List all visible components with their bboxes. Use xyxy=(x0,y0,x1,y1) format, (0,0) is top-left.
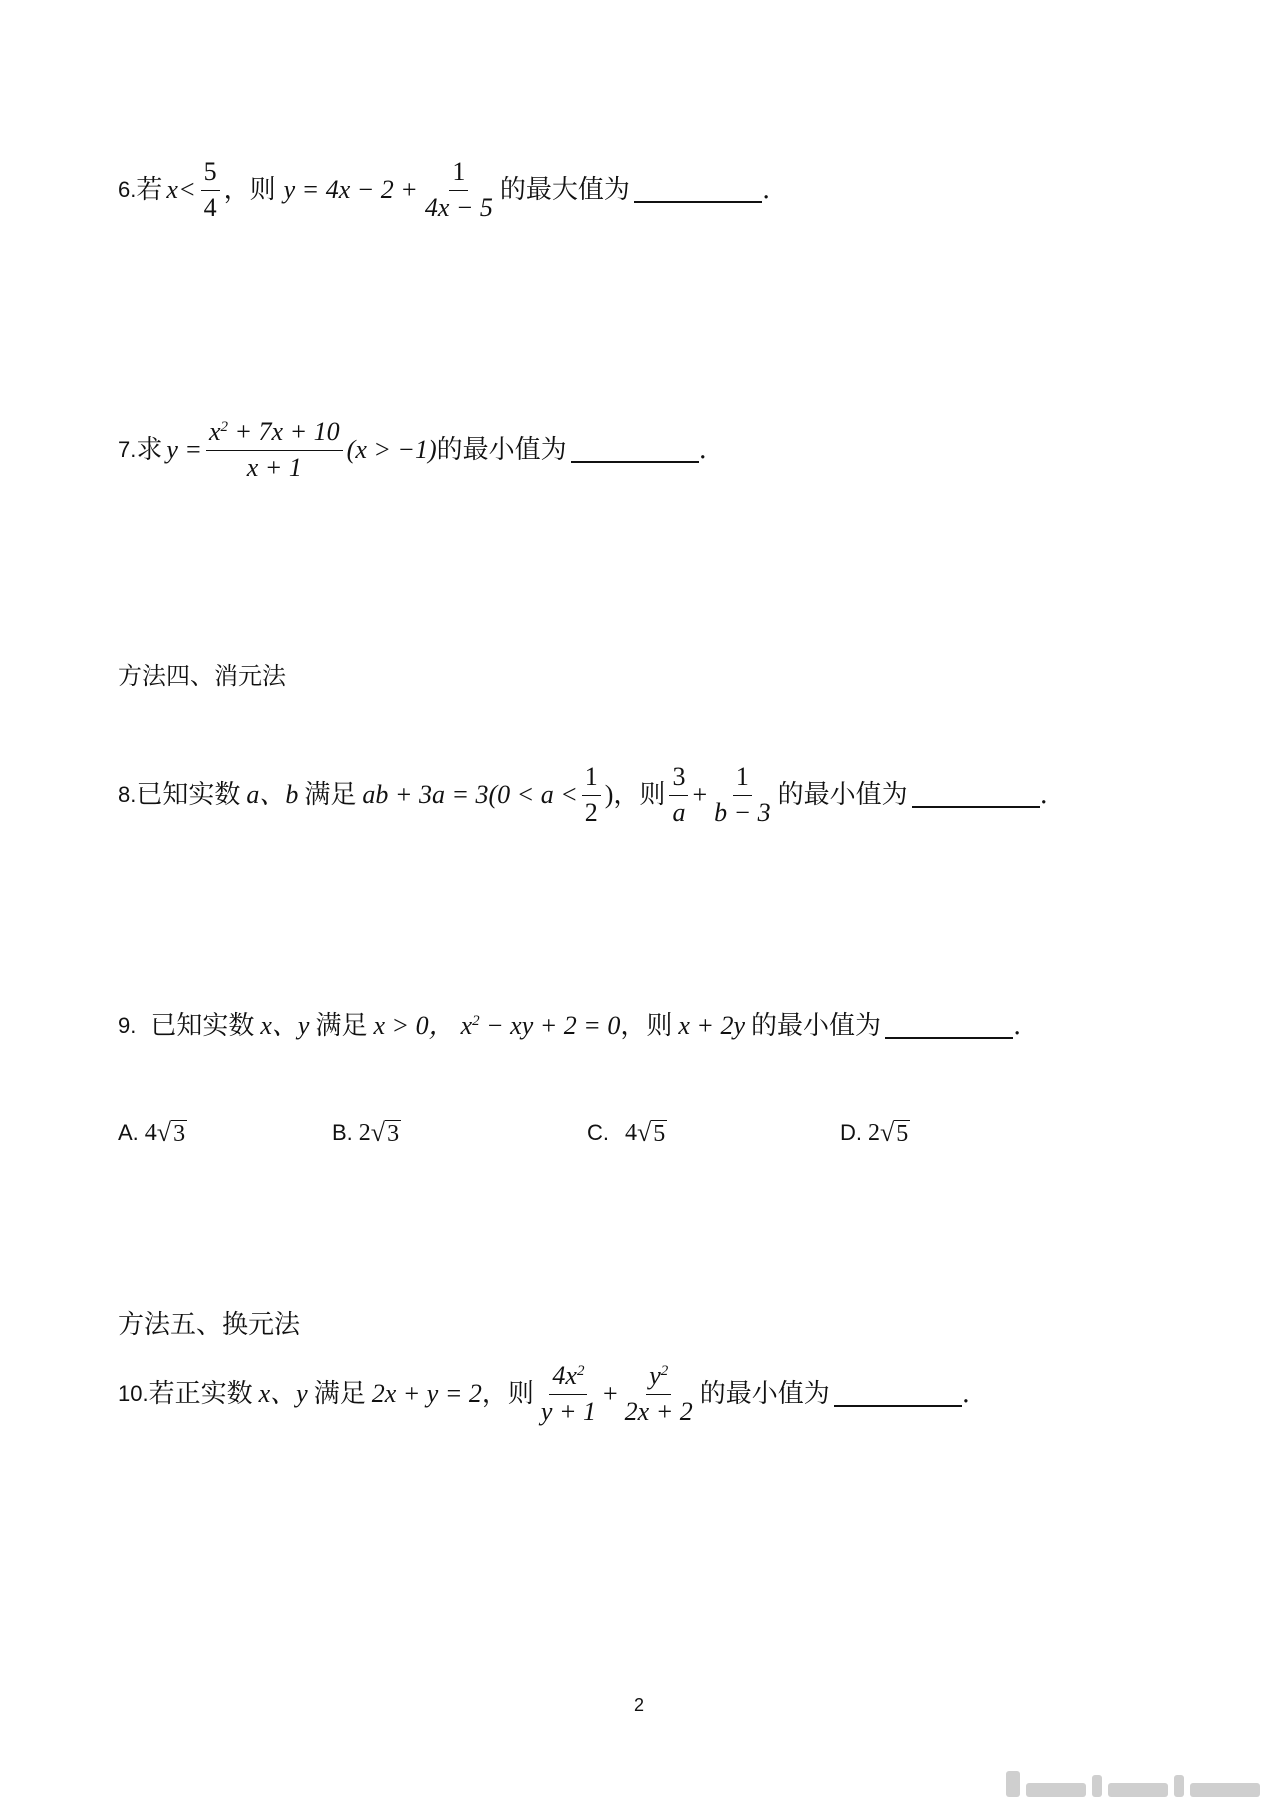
math-term: x xyxy=(460,1011,473,1040)
option-coefficient: 4 xyxy=(625,1119,637,1146)
fraction xyxy=(669,763,688,827)
question-text: 若正实数 xyxy=(148,1379,253,1410)
fraction-numerator: 1 xyxy=(733,763,752,796)
question-text: 若 xyxy=(136,175,163,206)
watermark-bars xyxy=(1006,1771,1260,1797)
answer-blank[interactable] xyxy=(885,1013,1013,1039)
exponent: 2 xyxy=(660,1363,669,1379)
exponent: 2 xyxy=(220,419,229,435)
question-number: 7. xyxy=(118,437,137,463)
option-label: A. xyxy=(118,1120,139,1145)
fraction-numerator xyxy=(549,1362,587,1395)
math-term: y xyxy=(649,1361,661,1390)
question-text: 满足 xyxy=(315,1011,368,1041)
question-text: 已知实数 xyxy=(150,1011,255,1041)
sqrt-icon: √ 5 xyxy=(637,1118,666,1147)
math-domain: (x > −1) xyxy=(346,435,437,465)
section-heading-5: 方法五、换元法 xyxy=(118,1310,301,1340)
question-end: . xyxy=(1039,780,1048,811)
answer-blank[interactable] xyxy=(571,437,699,463)
option-coefficient: 2 xyxy=(358,1119,371,1146)
fraction-denominator: x + 1 xyxy=(246,452,302,482)
radicand: 5 xyxy=(896,1121,909,1147)
fraction xyxy=(622,1362,696,1426)
math-expression: y = xyxy=(166,435,202,465)
question-8 xyxy=(118,763,1048,827)
math-expression: ab + 3a = 3(0 < a < xyxy=(362,780,578,810)
math-variable: x xyxy=(166,175,178,205)
radicand: 3 xyxy=(387,1121,400,1147)
sqrt-icon: √ 3 xyxy=(370,1118,400,1147)
question-9 xyxy=(118,1013,1021,1039)
fraction-numerator xyxy=(206,418,343,451)
question-text: ，则 xyxy=(223,175,276,206)
fraction-denominator: 4x − 5 xyxy=(424,192,493,222)
math-operator: + xyxy=(603,1379,618,1409)
fraction-numerator: 3 xyxy=(669,763,688,796)
question-text: 求 xyxy=(136,435,163,466)
question-7 xyxy=(118,418,707,482)
question-text: 的最大值为 xyxy=(499,175,630,206)
math-operator: < xyxy=(179,175,195,205)
fraction xyxy=(711,763,774,827)
exponent: 2 xyxy=(472,1013,480,1029)
question-end: . xyxy=(698,435,707,466)
fraction-numerator: 5 xyxy=(201,158,220,191)
question-text: 满足 xyxy=(313,1379,366,1410)
math-term: 4x xyxy=(552,1361,577,1390)
fraction-denominator: 2x + 2 xyxy=(624,1396,693,1426)
exponent: 2 xyxy=(576,1363,585,1379)
answer-blank[interactable] xyxy=(912,782,1040,808)
option-label: B. xyxy=(332,1120,353,1145)
option-b[interactable] xyxy=(332,1118,401,1148)
page-number: 2 xyxy=(634,1695,645,1715)
fraction-numerator xyxy=(646,1362,671,1395)
fraction-denominator: a xyxy=(672,797,686,827)
question-10 xyxy=(118,1362,970,1426)
question-text: ，则 xyxy=(620,1011,673,1041)
math-expression: 2x + y = 2 xyxy=(371,1379,482,1409)
math-operator: + xyxy=(692,780,708,810)
radicand: 5 xyxy=(653,1121,666,1147)
math-operator: ) xyxy=(604,780,614,810)
fraction xyxy=(422,158,496,222)
math-term: x xyxy=(208,417,221,446)
answer-blank[interactable] xyxy=(834,1381,962,1407)
math-expression xyxy=(461,1013,621,1039)
fraction xyxy=(206,418,343,482)
math-expression: x > 0， xyxy=(373,1011,455,1040)
option-coefficient: 4 xyxy=(144,1119,157,1146)
question-number: 8. xyxy=(118,782,137,808)
question-text: 的最小值为 xyxy=(750,1011,881,1041)
fraction-denominator: b − 3 xyxy=(714,797,771,827)
question-number: 6. xyxy=(118,177,137,203)
fraction xyxy=(538,1362,599,1426)
math-variable: x、y xyxy=(258,1379,308,1409)
question-end: . xyxy=(761,175,771,206)
question-text: ，则 xyxy=(613,780,666,811)
math-expression: x + 2y xyxy=(678,1011,745,1040)
sqrt-icon: √ 3 xyxy=(156,1118,186,1147)
fraction xyxy=(201,158,220,222)
fraction-denominator: y + 1 xyxy=(540,1396,596,1426)
fraction-numerator: 1 xyxy=(582,763,601,796)
question-text: ，则 xyxy=(481,1379,534,1410)
question-6 xyxy=(118,158,770,222)
question-text: 的最小值为 xyxy=(777,780,908,811)
question-text: 已知实数 xyxy=(136,780,241,811)
math-variable: x、y xyxy=(260,1011,310,1040)
radicand: 3 xyxy=(173,1121,186,1147)
math-expression: y = 4x − 2 + xyxy=(283,175,418,205)
option-label: D. xyxy=(840,1120,862,1145)
question-text: 的最小值为 xyxy=(436,435,567,466)
fraction-denominator: 2 xyxy=(584,797,598,827)
math-term: + 7x + 10 xyxy=(228,417,340,446)
option-label: C. xyxy=(587,1120,609,1145)
question-number: 10. xyxy=(118,1381,149,1407)
question-end: . xyxy=(961,1379,971,1410)
option-coefficient: 2 xyxy=(868,1119,880,1146)
answer-blank[interactable] xyxy=(634,177,762,203)
option-d[interactable] xyxy=(840,1118,910,1148)
fraction-denominator: 4 xyxy=(203,192,217,222)
question-text: 满足 xyxy=(304,780,357,811)
sqrt-icon: √ 5 xyxy=(880,1118,909,1147)
fraction xyxy=(582,763,601,827)
question-text: 的最小值为 xyxy=(699,1379,830,1410)
option-a[interactable] xyxy=(118,1118,187,1148)
question-number: 9. xyxy=(118,1013,137,1038)
fraction-numerator: 1 xyxy=(449,158,468,191)
section-heading-4: 方法四、消元法 xyxy=(118,662,286,690)
question-end: . xyxy=(1013,1011,1022,1041)
math-term: − xy + 2 = 0 xyxy=(479,1011,621,1040)
math-variable: a、b xyxy=(246,780,299,810)
option-c[interactable] xyxy=(587,1118,667,1148)
